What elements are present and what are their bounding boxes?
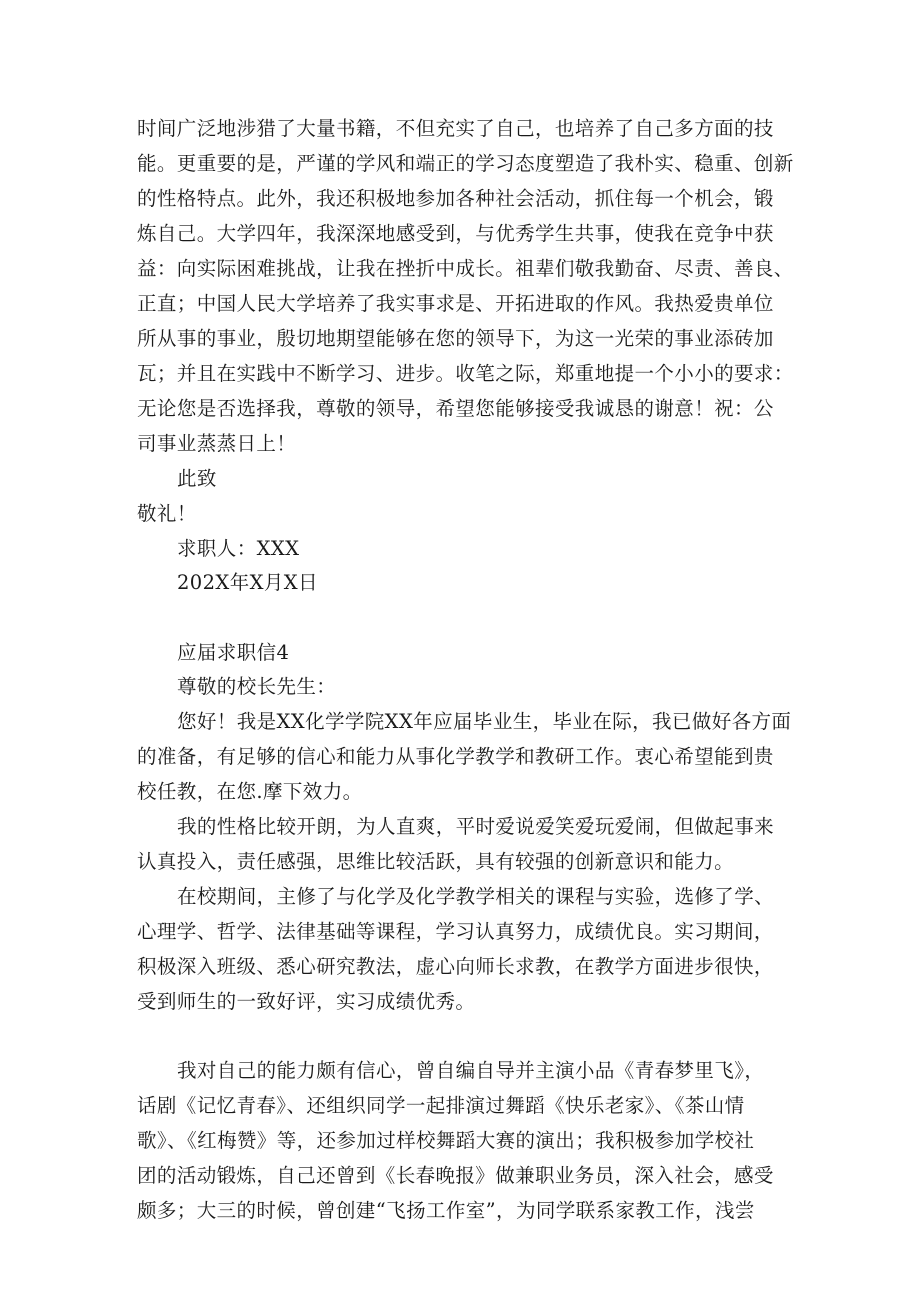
salute-text: 敬礼！	[137, 502, 197, 525]
body-line: 益：向实际困难挑战，让我在挫折中成长。祖辈们敬我勤奋、尽责、善良、	[137, 257, 794, 280]
closing-text: 此致	[177, 467, 217, 490]
paragraph-line: 颇多；大三的时候，曾创建“飞扬工作室”，为同学联系家教工作，浅尝	[137, 1199, 755, 1222]
paragraph-line: 校任教，在您.摩下效力。	[137, 780, 363, 803]
paragraph-line: 认真投入，责任感强，思维比较活跃，具有较强的创新意识和能力。	[137, 850, 735, 873]
paragraph-line: 您好！我是XX化学学院XX年应届毕业生，毕业在际，我已做好各方面	[177, 710, 792, 733]
paragraph-line: 我对自己的能力颇有信心，曾自编自导并主演小品《青春梦里飞》，	[177, 1059, 765, 1082]
body-line: 所从事的事业，殷切地期望能够在您的领导下，为这一光荣的事业添砖加	[137, 327, 774, 350]
date-text: 202X年X月X日	[177, 571, 318, 594]
paragraph-line: 歌》、《红梅赞》等，还参加过样校舞蹈大赛的演出；我积极参加学校社	[137, 1129, 755, 1152]
body-line: 时间广泛地涉猎了大量书籍，不但充实了自己，也培养了自己多方面的技	[137, 117, 774, 140]
body-line: 司事业蒸蒸日上！	[137, 432, 297, 455]
body-line: 正直；中国人民大学培养了我实事求是、开拓进取的作风。我热爱贵单位	[137, 292, 774, 315]
paragraph-line: 在校期间，主修了与化学及化学教学相关的课程与实验，选修了学、	[177, 885, 775, 908]
body-line: 炼自己。大学四年，我深深地感受到，与优秀学生共事，使我在竞争中获	[137, 222, 774, 245]
signature-text: 求职人：XXX	[177, 537, 300, 560]
letter-heading: 应届求职信4	[177, 641, 290, 664]
paragraph-line: 的准备，有足够的信心和能力从事化学教学和教研工作。衷心希望能到贵	[137, 745, 774, 768]
paragraph-line: 我的性格比较开朗，为人直爽，平时爱说爱笑爱玩爱闹，但做起事来	[177, 815, 775, 838]
paragraph-line: 受到师生的一致好评，实习成绩优秀。	[137, 990, 476, 1013]
body-line: 瓦；并且在实践中不断学习、进步。收笔之际，郑重地提一个小小的要求：	[137, 362, 794, 385]
body-line: 的性格特点。此外，我还积极地参加各种社会活动，抓住每一个机会，锻	[137, 187, 774, 210]
paragraph-line: 积极深入班级、悉心研究教法，虚心向师长求教，在教学方面进步很快，	[137, 955, 774, 978]
paragraph-line: 团的活动锻炼，自己还曾到《长春晚报》做兼职业务员，深入社会，感受	[137, 1164, 774, 1187]
body-line: 能。更重要的是，严谨的学风和端正的学习态度塑造了我朴实、稳重、创新	[137, 152, 794, 175]
body-line: 无论您是否选择我，尊敬的领导，希望您能够接受我诚恳的谢意！祝：公	[137, 397, 774, 420]
letter-greeting: 尊敬的校长先生：	[177, 675, 337, 698]
paragraph-line: 心理学、哲学、法律基础等课程，学习认真努力，成绩优良。实习期间，	[137, 920, 774, 943]
paragraph-line: 话剧《记忆青春》、还组织同学一起排演过舞蹈《快乐老家》、《茶山情	[137, 1094, 745, 1117]
